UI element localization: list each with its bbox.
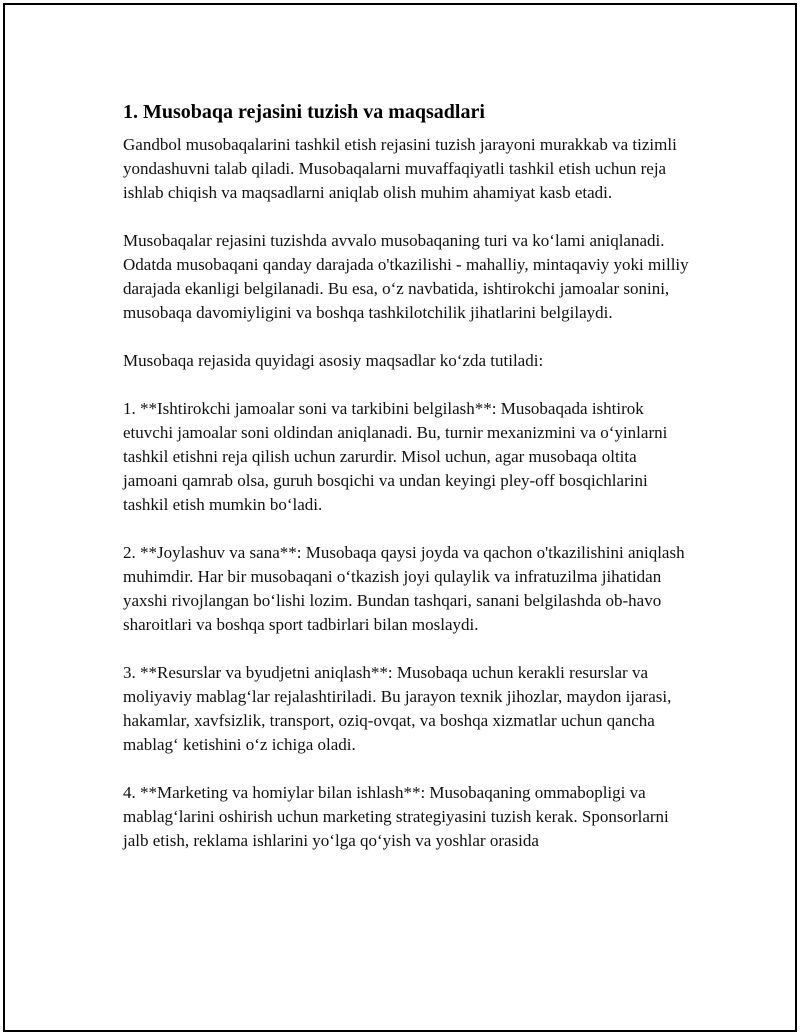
paragraph-goals-lead: Musobaqa rejasida quyidagi asosiy maqsadlar ko‘zda tutiladi: [123,351,544,370]
list-item-location-date: 2. **Joylashuv va sana**: Musobaqa qaysi joyda va qachon o'tkazilishini aniqlash muhimdir. Har bir musobaqani o‘tkazish joyi qulaylik va infratuzilma jihatidan yaxshi rivojlangan bo‘lishi lozim. Bundan tashqari, sanani belgilashda ob-havo sharoitlari va boshqa sport tadbirlari bilan moslaydi. [123,543,685,634]
section-heading: 1. Musobaqa rejasini tuzish va maqsadlari [123,101,485,123]
list-item-resources-budget: 3. **Resurslar va byudjetni aniqlash**: Musobaqa uchun kerakli resurslar va moliyaviy mablag‘lar rejalashtiriladi. Bu jarayon texnik jihozlar, maydon ijarasi, hakamlar, xavfsizlik, transport, oziq-ovqat, va boshqa xizmatlar uchun qancha mablag‘ ketishini o‘z ichiga oladi. [123,663,672,754]
paragraph-scope: Musobaqalar rejasini tuzishda avvalo musobaqaning turi va ko‘lami aniqlanadi. Odatda musobaqani qanday darajada o'tkazilishi - mahalliy, mintaqaviy yoki milliy darajada ekanligi belgilanadi. Bu esa, o‘z navbatida, ishtirokchi jamoalar sonini, musobaqa davomiyligini va boshqa tashkilotchilik jihatlarini belgilaydi. [123,231,689,322]
page-frame [3,3,797,1032]
paragraph-intro: Gandbol musobaqalarini tashkil etish rejasini tuzish jarayoni murakkab va tizimli yondashuvni talab qiladi. Musobaqalarni muvaffaqiyatli tashkil etish uchun reja ishlab chiqish va maqsadlarni aniqlab olish muhim ahamiyat kasb etadi. [123,135,677,202]
list-item-teams: 1. **Ishtirokchi jamoalar soni va tarkibini belgilash**: Musobaqada ishtirok etuvchi jamoalar soni oldindan aniqlanadi. Bu, turnir mexanizmini va o‘yinlarni tashkil etishni reja qilish uchun zarurdir. Misol uchun, agar musobaqa oltita jamoani qamrab olsa, guruh bosqichi va undan keyingi pley-off bosqichlarini tashkil etish mumkin bo‘ladi. [123,399,668,514]
document-body [123,99,695,877]
list-item-marketing-sponsors: 4. **Marketing va homiylar bilan ishlash**: Musobaqaning ommabopligi va mablag‘larini oshirish uchun marketing strategiyasini tuzish kerak. Sponsorlarni jalb etish, reklama ishlarini yo‘lga qo‘yish va yoshlar orasida [123,783,669,850]
